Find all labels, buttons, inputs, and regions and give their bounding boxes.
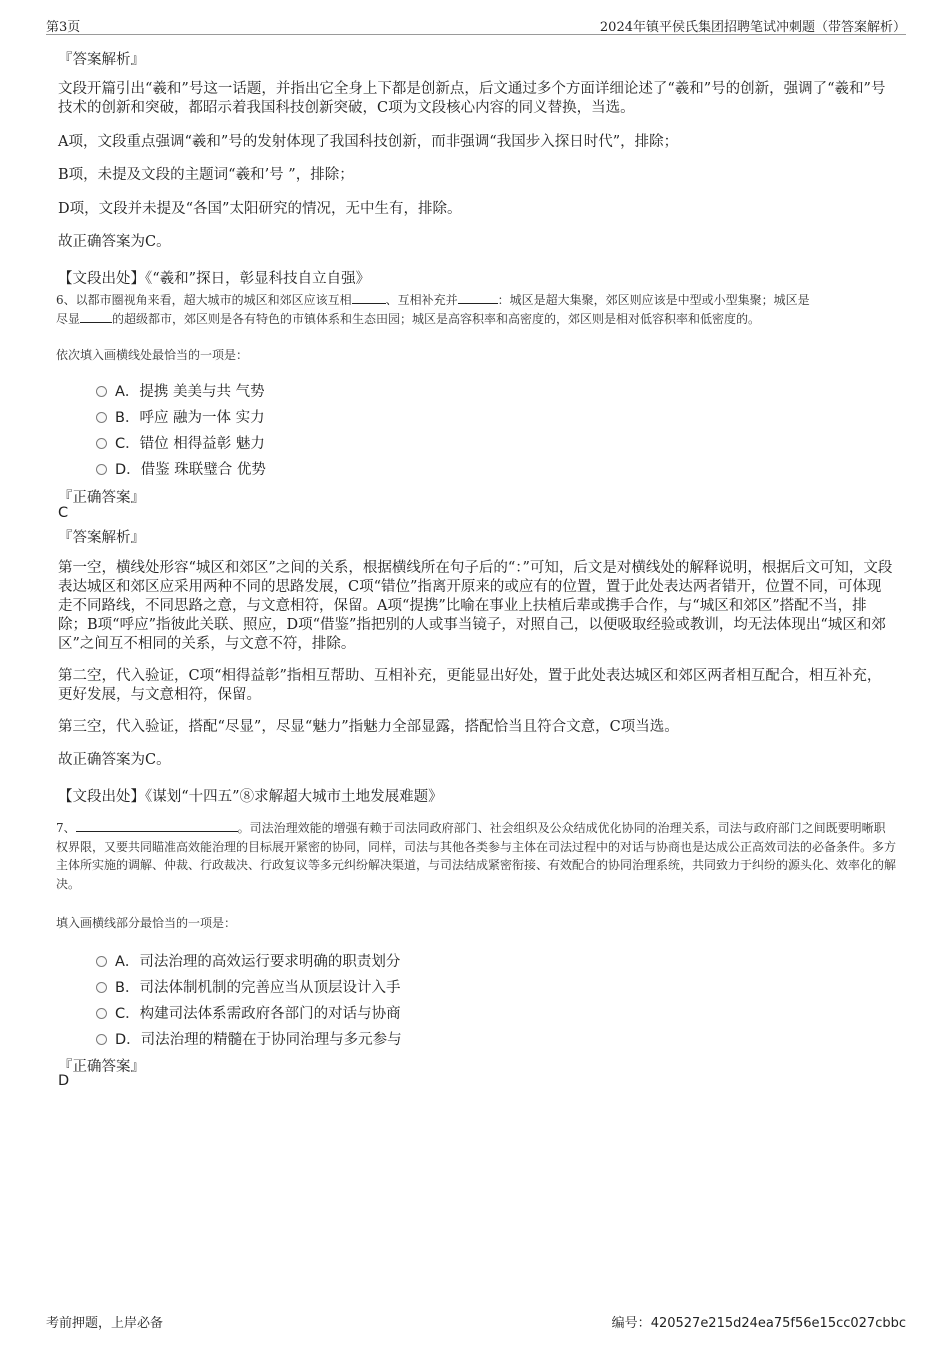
footer-slogan: 考前押题，上岸必备 [46, 1316, 164, 1331]
q6-analysis-para-3: 第三空，代入验证，搭配“尽显”，尽显“魅力”指魅力全部显露，搭配恰当且符合文意，C项当选。 [58, 719, 679, 735]
q6-answer: C [58, 505, 69, 521]
radio-icon[interactable] [96, 1034, 107, 1045]
page-header [46, 14, 906, 35]
q7-option-a[interactable]: A．司法治理的高效运行要求明确的职责划分 [96, 950, 400, 971]
blank-3 [80, 311, 112, 323]
radio-icon[interactable] [96, 464, 107, 475]
q6-option-c[interactable]: C．错位 相得益彰 魅力 [96, 432, 265, 453]
q6-option-d[interactable]: D．借鉴 珠联璧合 优势 [96, 458, 266, 479]
q7-question-text: 7、 。司法治理效能的增强有赖于司法同政府部门、社会组织及公众结成优化协同的治理关系，司法与政府部门之间既要明晰职权界限，又要共同瞄准高效能治理的目标展开紧密的协同，同样，司法与其他各类参与主体在司法过程中的对话与协商也是达成公正高效司法的必备条件。多方主体所实施的调解、仲裁、行政裁决、行政复议等多元纠纷解决渠道，与司法结成紧密衔接、有效配合的协同治理系统，共同致力于纠纷的源头化、效率化的解决。 [56, 821, 897, 892]
radio-icon[interactable] [96, 438, 107, 449]
blank-2 [458, 292, 498, 304]
document-title: 2024年镇平侯氏集团招聘笔试冲刺题（带答案解析） [599, 20, 906, 35]
q6-option-a[interactable]: A．提携 美美与共 气势 [96, 380, 265, 401]
document-code: 编号：420527e215d24ea75f56e15cc027cbbc [611, 1316, 906, 1331]
q6-source: 【文段出处】《谋划“十四五”⑧求解超大城市土地发展难题》 [58, 789, 443, 805]
q6-conclusion: 故正确答案为C。 [58, 752, 171, 768]
q5-analysis-para-2: A项，文段重点强调“羲和”号的发射体现了我国科技创新，而非强调“我国步入探日时代”，排除； [58, 134, 679, 150]
q7-answer: D [58, 1073, 70, 1089]
q6-analysis-para-1: 第一空，横线处形容“城区和郊区”之间的关系，根据横线所在句子后的“：”可知，后文是对横线处的解释说明，根据后文可知，文段表达城区和郊区应采用两种不同的思路发展，C项“错位”指离开原来的或应有的位置，置于此处表达两者错开，位置不同，可体现走不同路线，不同思路之意，与文意相符，保留。A项“提携”比喻在事业上扶植后辈或携手合作，与“城区和郊区”搭配不当，排除；B项“呼应”指彼此关联、照应，D项“借鉴”指把别的人或事当镜子，对照自己，以便吸取经验或教训，均无法体现出“城区和郊区”之间互不相同的关系，与文意不符，排除。 [58, 560, 893, 652]
q7-option-d[interactable]: D．司法治理的精髓在于协同治理与多元参与 [96, 1028, 402, 1049]
q7-number: 7、 [56, 821, 76, 835]
q7-prompt: 填入画横线部分最恰当的一项是： [56, 916, 237, 930]
blank-1 [76, 820, 238, 832]
radio-icon[interactable] [96, 386, 107, 397]
q6-analysis-label: 『答案解析』 [58, 530, 145, 546]
q5-analysis-para-4: D项，文段并未提及“各国”太阳研究的情况，无中生有，排除。 [58, 201, 462, 217]
q6-number: 6、 [56, 293, 76, 307]
q5-conclusion: 故正确答案为C。 [58, 234, 171, 250]
radio-icon[interactable] [96, 982, 107, 993]
q5-analysis-para-3: B项，未提及文段的主题词“羲和’号 ”，排除； [58, 167, 354, 183]
radio-icon[interactable] [96, 956, 107, 967]
radio-icon[interactable] [96, 1008, 107, 1019]
q7-answer-label: 『正确答案』 [58, 1059, 145, 1075]
radio-icon[interactable] [96, 412, 107, 423]
q6-question-text: 6、以都市圈视角来看，超大城市的城区和郊区应该互相 、互相补充并 ：城区是超大集聚，郊区则应该是中型或小型集聚；城区是 尽显 的超级都市，郊区则是各有特色的市镇体系和生态田园；城区是高容积率和高密度的，郊区则是相对低容积率和低密度的。 [56, 293, 810, 326]
q6-answer-label: 『正确答案』 [58, 490, 145, 506]
q5-source: 【文段出处】《“羲和”探日，彰显科技自立自强》 [58, 271, 371, 287]
blank-1 [352, 292, 386, 304]
page-number: 第3页 [46, 20, 81, 35]
q6-analysis-para-2: 第二空，代入验证，C项“相得益彰”指相互帮助、互相补充，更能显出好处，置于此处表达城区和郊区两者相互配合，相互补充，更好发展，与文意相符，保留。 [58, 668, 882, 703]
q6-prompt: 依次填入画横线处最恰当的一项是： [56, 348, 249, 362]
q6-option-b[interactable]: B．呼应 融为一体 实力 [96, 406, 265, 427]
q5-analysis-para-1: 文段开篇引出“羲和”号这一话题，并指出它全身上下都是创新点，后文通过多个方面详细论述了“羲和”号的创新，强调了“羲和”号技术的创新和突破，都昭示着我国科技创新突破，C项为文段核心内容的同义替换，当选。 [58, 81, 886, 116]
q7-option-c[interactable]: C．构建司法体系需政府各部门的对话与协商 [96, 1002, 401, 1023]
q5-analysis-label: 『答案解析』 [58, 52, 145, 68]
q7-option-b[interactable]: B．司法体制机制的完善应当从顶层设计入手 [96, 976, 400, 997]
